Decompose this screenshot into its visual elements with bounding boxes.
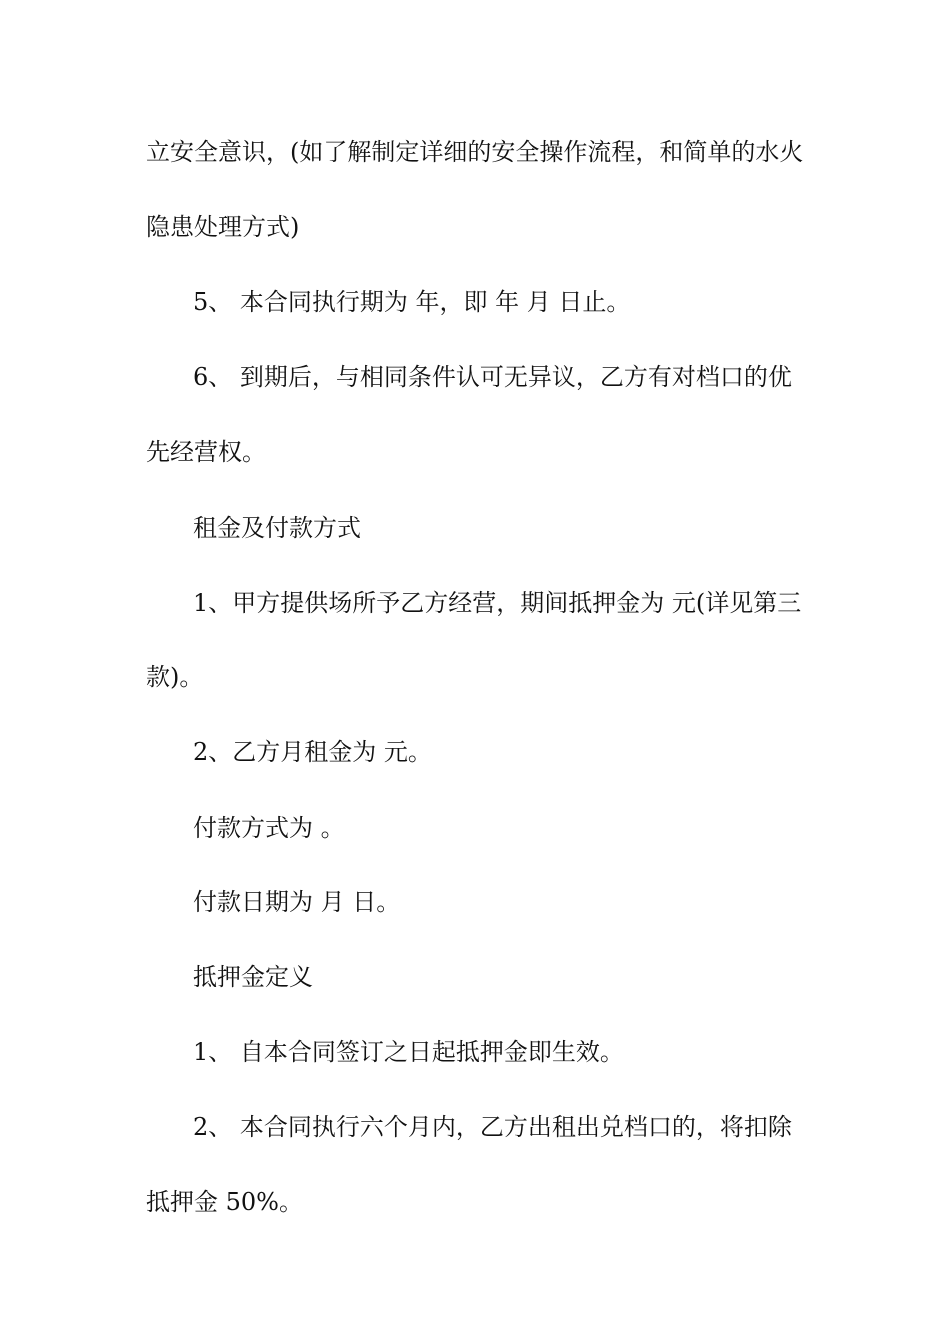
clause-6-renewal-line-2: 先经营权。: [146, 438, 266, 466]
payment-date: 付款日期为 月 日。: [193, 888, 401, 916]
section-heading-deposit: 抵押金定义: [193, 963, 313, 991]
deposit-clause-2-line-1: 2、 本合同执行六个月内，乙方出租出兑档口的，将扣除: [193, 1113, 792, 1141]
paragraph-safety-line-2: 隐患处理方式): [146, 213, 300, 241]
deposit-clause-2-line-2: 抵押金 50%。: [146, 1188, 303, 1216]
rent-clause-1-line-1: 1、甲方提供场所予乙方经营，期间抵押金为 元(详见第三: [193, 589, 802, 617]
deposit-clause-1: 1、 自本合同签订之日起抵押金即生效。: [193, 1038, 624, 1066]
payment-method: 付款方式为 。: [193, 814, 345, 842]
rent-clause-2: 2、乙方月租金为 元。: [193, 738, 432, 766]
paragraph-safety-line-1: 立安全意识，(如了解制定详细的安全操作流程，和简单的水火: [146, 138, 804, 166]
clause-5-term: 5、 本合同执行期为 年，即 年 月 日止。: [193, 288, 631, 316]
section-heading-rent-payment: 租金及付款方式: [193, 514, 361, 542]
clause-6-renewal-line-1: 6、 到期后，与相同条件认可无异议，乙方有对档口的优: [193, 363, 792, 391]
rent-clause-1-line-2: 款)。: [146, 663, 204, 691]
